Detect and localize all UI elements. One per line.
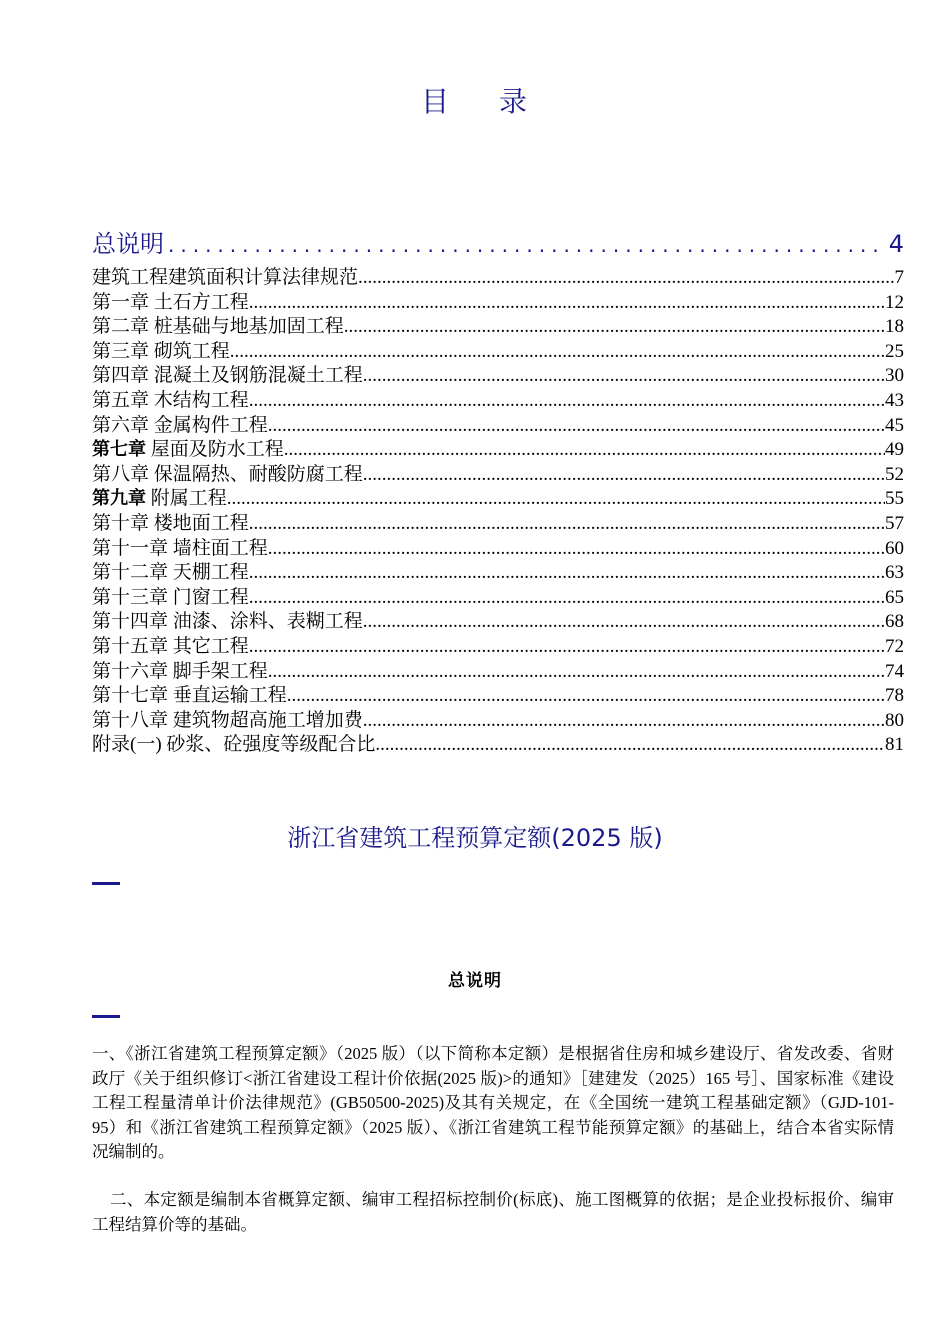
toc-title-char-2: 录: [499, 85, 530, 118]
toc-entry-text: 第十八章 建筑物超高施工增加费: [92, 709, 363, 731]
toc-entry-page: 30: [885, 365, 904, 387]
toc-entry-page: 18: [885, 316, 904, 338]
toc-leader-dots: [249, 512, 885, 537]
toc-entry[interactable]: [92, 389, 904, 414]
toc-entry-chapter: 第九章: [92, 488, 146, 510]
toc-entry-label: [92, 635, 249, 660]
toc-entry-page: 12: [885, 291, 904, 313]
toc-leader-dots: [249, 389, 885, 414]
toc-entry-text: 第四章 混凝土及钢筋混凝土工程: [92, 365, 363, 387]
toc-entry-page: 52: [885, 463, 904, 485]
toc-entry[interactable]: [92, 463, 904, 488]
toc-entry[interactable]: [92, 709, 904, 734]
toc-leader-dots: [249, 561, 885, 586]
toc-entry[interactable]: [92, 733, 904, 758]
document-title: 浙江省建筑工程预算定额(2025 版): [287, 824, 663, 852]
toc-entry-label: [92, 610, 363, 635]
toc-entry-text: 第五章 木结构工程: [92, 389, 249, 411]
toc-entry-page: 7: [894, 267, 904, 288]
toc-entry-label: [92, 512, 249, 537]
toc-entry[interactable]: [92, 364, 904, 389]
toc-leader-dots: [363, 709, 885, 734]
toc-entry-page: 72: [885, 635, 904, 657]
toc-leader-dots: [268, 660, 885, 685]
toc-entry-text: 第十六章 脚手架工程: [92, 660, 268, 682]
toc-entry[interactable]: [92, 487, 904, 512]
toc-title: [0, 80, 950, 120]
toc-entry-text: 第十七章 垂直运输工程: [92, 685, 287, 707]
toc-entry-label: [92, 487, 227, 512]
toc-entry[interactable]: [92, 340, 904, 365]
toc-entry-text: 第二章 桩基础与地基加固工程: [92, 316, 344, 338]
toc-entry-page: 74: [885, 660, 904, 682]
toc-leader-dots: [268, 414, 885, 439]
body-paragraph-2: 二、本定额是编制本省概算定额、编审工程招标控制价(标底)、施工图概算的依据；是企业投标报价、编审工程结算价等的基础。: [92, 1190, 894, 1234]
toc-leader-dots: [363, 463, 885, 488]
toc-entry-chapter: 第七章: [92, 439, 146, 461]
toc-leader-dots: [168, 233, 885, 257]
toc-leader-dots: [344, 315, 885, 340]
toc-entry-page: 45: [885, 414, 904, 436]
toc-entry[interactable]: [92, 512, 904, 537]
toc-entry-page: 55: [885, 488, 904, 510]
toc-entry-label: [92, 389, 249, 414]
toc-entry-label: [92, 709, 363, 734]
toc-leader-dots: [227, 487, 885, 512]
toc-entry-page: 68: [885, 611, 904, 633]
toc-entry-label: [92, 660, 268, 685]
toc-entry-page: 43: [885, 389, 904, 411]
toc-entry-text: 附属工程: [146, 488, 227, 510]
toc-entry-label: [92, 364, 363, 389]
toc-entry-label: [92, 561, 249, 586]
toc-leader-dots: [249, 586, 885, 611]
toc-leader-dots: [287, 684, 885, 709]
toc-entry-page: 57: [885, 512, 904, 534]
toc-entry-label: [92, 315, 344, 340]
toc-entry-label: [92, 537, 268, 562]
toc-main-page: 4: [888, 230, 904, 258]
toc-entry-page: 80: [885, 709, 904, 731]
toc-entry-page: 78: [885, 685, 904, 707]
toc-main-label: 总说明: [92, 230, 164, 258]
toc-entry-page: 25: [885, 340, 904, 362]
toc-entry-text: 第十二章 天棚工程: [92, 562, 249, 584]
toc-entry-label: [92, 733, 375, 758]
toc-entry-text: 第三章 砌筑工程: [92, 340, 230, 362]
toc-title-char-1: 目: [420, 85, 451, 118]
toc-leader-dots: [284, 438, 885, 463]
toc-leader-dots: [375, 733, 885, 758]
toc-entry-page: 60: [885, 537, 904, 559]
toc-entry-label: [92, 586, 249, 611]
toc-leader-dots: [230, 340, 885, 365]
toc-entry-page: 63: [885, 562, 904, 584]
toc-entry-text: 第十五章 其它工程: [92, 635, 249, 657]
toc-entry-label: [92, 463, 363, 488]
toc-entry-text: 附录(一) 砂浆、砼强度等级配合比: [92, 734, 376, 756]
toc-entry-text: 第十一章 墙柱面工程: [92, 537, 268, 559]
toc-entry-text: 第八章 保温隔热、耐酸防腐工程: [92, 463, 363, 485]
toc-entry[interactable]: [92, 586, 904, 611]
toc-entry[interactable]: [92, 561, 904, 586]
toc-leader-dots: [249, 291, 885, 316]
toc-entry-page: 81: [885, 734, 904, 756]
toc-leader-dots: [268, 537, 885, 562]
toc-list: [92, 266, 904, 758]
toc-entry-label: [92, 340, 230, 365]
toc-entry-label: [92, 438, 284, 463]
section-title: 总说明: [448, 971, 502, 991]
toc-entry[interactable]: [92, 291, 904, 316]
toc-entry-page: 65: [885, 586, 904, 608]
toc-entry[interactable]: [92, 266, 904, 291]
toc-entry-label: [92, 266, 358, 291]
body-paragraph-1: 一、《浙江省建筑工程预算定额》（2025 版）（以下简称本定额）是根据省住房和城乡建设厅、省发改委、省财政厅《关于组织修订<浙江省建设工程计价依据(2025 版)>的通知》［建建发（2025）165 号］、国家标准《建设工程工程量清单计价法律规范》(GB50500-2025)及其有关规定，在《全国统一建筑工程基础定额》（GJD-101-95）和《浙江省建筑工程预算定额》（2025 版）、《浙江省建筑工程节能预算定额》的基础上，结合本省实际情况编制的。: [92, 1044, 894, 1161]
toc-entry-text: 第六章 金属构件工程: [92, 414, 268, 436]
toc-entry-text: 第十三章 门窗工程: [92, 586, 249, 608]
toc-entry[interactable]: [92, 635, 904, 660]
toc-entry[interactable]: [92, 610, 904, 635]
toc-entry-text: 第十章 楼地面工程: [92, 512, 249, 534]
toc-entry-page: 49: [885, 439, 904, 461]
toc-leader-dots: [358, 266, 894, 291]
toc-leader-dots: [249, 635, 885, 660]
toc-entry-text: 建筑工程建筑面积计算法律规范: [92, 267, 359, 288]
toc-entry-text: 第十四章 油漆、涂料、表糊工程: [92, 611, 363, 633]
toc-entry[interactable]: [92, 315, 904, 340]
toc-entry-text: 第一章 土石方工程: [92, 291, 249, 313]
toc-entry-label: [92, 684, 287, 709]
heading-marker-rule: [92, 1015, 120, 1018]
toc-entry[interactable]: [92, 684, 904, 709]
toc-entry-label: [92, 291, 249, 316]
toc-entry-text: 屋面及防水工程: [146, 439, 284, 461]
toc-main-entry[interactable]: [92, 224, 904, 259]
toc-leader-dots: [363, 364, 885, 389]
toc-entry[interactable]: [92, 414, 904, 439]
toc-entry[interactable]: [92, 537, 904, 562]
toc-entry[interactable]: [92, 660, 904, 685]
toc-leader-dots: [363, 610, 885, 635]
toc-entry-label: [92, 414, 268, 439]
heading-marker-rule: [92, 882, 120, 885]
toc-entry[interactable]: [92, 438, 904, 463]
